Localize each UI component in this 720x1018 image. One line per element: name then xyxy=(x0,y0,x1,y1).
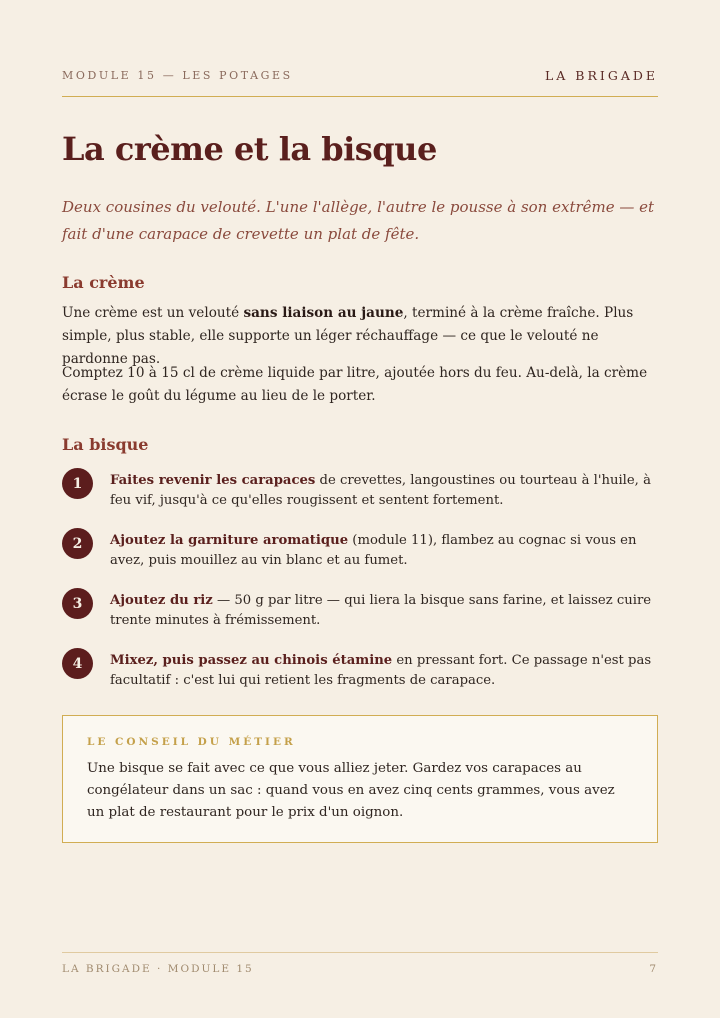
page xyxy=(62,0,658,1018)
creme-p1-bold: sans liaison au jaune xyxy=(243,305,404,321)
lead-paragraph: Deux cousines du velouté. L'une l'allège, l'autre le pousse à son extrême — et fait d'une carapace de crevette un plat de fête. xyxy=(62,198,655,243)
step-body: de crevettes, langoustines ou tourteau à l'huile, à feu vif, jusqu'à ce qu'elles rougissent et sentent fortement. xyxy=(110,473,651,508)
step-text xyxy=(110,591,658,631)
step-body: en pressant fort. Ce passage n'est pas facultatif : c'est lui qui retient les fragments de carapace. xyxy=(110,653,652,688)
step-item xyxy=(62,468,658,511)
tip-title: LE CONSEIL DU MÉTIER xyxy=(87,736,296,748)
step-lead: Ajoutez du riz xyxy=(110,593,213,608)
step-number-badge: 4 xyxy=(62,648,93,679)
step-lead: Ajoutez la garniture aromatique xyxy=(110,533,349,548)
page-footer xyxy=(62,952,658,975)
step-lead: Mixez, puis passez au chinois étamine xyxy=(110,653,393,668)
brand-name: LA BRIGADE xyxy=(545,68,658,83)
creme-paragraph-2: Comptez 10 à 15 cl de crème liquide par litre, ajoutée hors du feu. Au-delà, la crème écrase le goût du légume au lieu de le porter. xyxy=(62,365,648,404)
section-heading-bisque: La bisque xyxy=(62,435,149,454)
step-number-badge: 1 xyxy=(62,468,93,499)
step-item xyxy=(62,588,658,631)
step-text xyxy=(110,651,658,691)
step-body: (module 11), flambez au cognac si vous en avez, puis mouillez au vin blanc et au fumet. xyxy=(110,533,637,568)
page-title: La crème et la bisque xyxy=(62,130,437,168)
creme-p1-text-end: , terminé à la crème fraîche. Plus simple, plus stable, elle supporte un léger réchauffage — ce que le velouté ne pardonne pas. xyxy=(62,305,634,367)
footer-label: LA BRIGADE · MODULE 15 xyxy=(62,963,254,975)
step-item xyxy=(62,528,658,571)
page-header xyxy=(62,68,658,97)
creme-p1-text: Une crème est un velouté xyxy=(62,305,244,321)
section-heading-creme: La crème xyxy=(62,273,145,292)
step-text xyxy=(110,531,658,571)
step-number-badge: 3 xyxy=(62,588,93,619)
page-number: 7 xyxy=(649,963,658,975)
step-text xyxy=(110,471,658,511)
step-body: — 50 g par litre — qui liera la bisque sans farine, et laissez cuire trente minutes à frémissement. xyxy=(110,593,652,628)
module-label: MODULE 15 — LES POTAGES xyxy=(62,69,293,82)
tip-body: Une bisque se fait avec ce que vous alliez jeter. Gardez vos carapaces au congélateur dans un sac : quand vous en avez cinq cents grammes, vous avez un plat de restaurant pour le prix d'un oignon. xyxy=(87,761,615,820)
step-lead: Faites revenir les carapaces xyxy=(110,473,316,488)
creme-paragraph-1 xyxy=(62,302,658,371)
step-number-badge: 2 xyxy=(62,528,93,559)
step-item xyxy=(62,648,658,691)
tip-box xyxy=(62,715,658,843)
